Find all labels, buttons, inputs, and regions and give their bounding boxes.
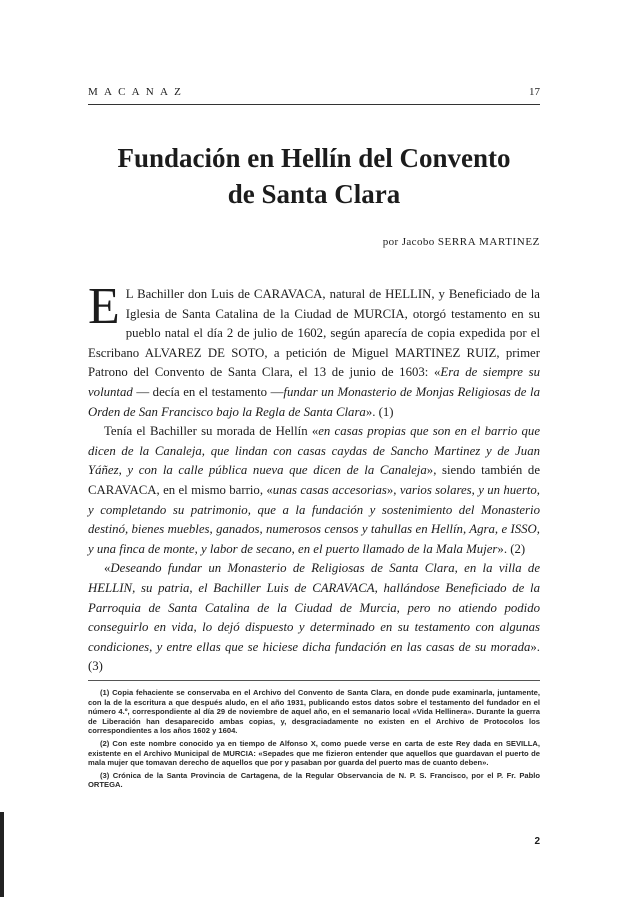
author-name: SERRA MARTINEZ bbox=[437, 236, 540, 248]
p1-quote: Era de siempre su voluntad bbox=[88, 365, 540, 399]
footnote-3: (3) Crónica de la Santa Provincia de Cartagena, de la Regular Observancia de N. P. S. Francisco, por el P. Fr. Pablo ORTEGA. bbox=[88, 770, 540, 790]
running-title: MACANAZ bbox=[88, 86, 188, 98]
paragraph-2 bbox=[88, 422, 540, 559]
signature-number: 2 bbox=[534, 836, 540, 847]
article-body bbox=[88, 278, 541, 677]
footnote-1: (1) Copia fehaciente se conservaba en el Archivo del Convento de Santa Clara, en donde pude examinarla, juntamente, con la de la escritura a que después aludo, en el año 1931, publicando estos datos sobre el testamento del fundador en el número 4.º, correspondiente al día 29 de noviembre de aquel año, en el semanario local «Vida Hellinera». Durante la guerra de Liberación han desaparecido ambas copias, y, desgraciadamente no existen en el Archivo de Protocolos los correspondientes a los años 1602 y 1604. bbox=[88, 688, 540, 736]
article-title bbox=[88, 140, 540, 212]
p2-note-ref: ». (2) bbox=[497, 541, 526, 556]
paragraph-1 bbox=[88, 278, 540, 422]
p2-text-3: », bbox=[386, 482, 400, 497]
page-header bbox=[88, 86, 540, 106]
byline-prefix: por Jacobo bbox=[382, 236, 435, 248]
p3-note-ref: ». (3) bbox=[88, 639, 540, 674]
footnote-2: (2) Con este nombre conocido ya en tiempo de Alfonso X, como puede verse en carta de este Rey dada en SEVILLA, existente en el Archivo Municipal de MURCIA: «Sepades que me fizieron entender que aquellos que guardavan el puerto de mala mujer que tomavan derecho de aquellos que por y pasaban por guarda del puerto mas de cuanto deben». bbox=[88, 738, 540, 768]
p3-quote: Deseando fundar un Monasterio de Religiosas de Santa Clara, en la villa de HELLIN, su patria, el Bachiller Luis de CARAVACA, hallándose Beneficiado de la Parroquia de Santa Catalina de la Ciudad de Murcia, pero no atiendo podido conseguirlo en vida, lo dejó dispuesto y determinado en su testamento con algunas condiciones, y entre ellas que se hiciese dicha fundación en las casas de su morada bbox=[88, 561, 540, 654]
p1-text: L Bachiller don Luis de CARAVACA, natural de HELLIN, y Beneficiado de la Iglesia de Santa Catalina de la Ciudad de MURCIA, otorgó testamento en su pueblo natal el día 2 de julio de 1602, según aparecía de copia expedida por el Escribano ALVAREZ DE SOTO, a petición de Miguel MARTINEZ RUIZ, primer Patrono del Convento de Santa Clara, el 13 de junio de 1603: « bbox=[88, 287, 540, 380]
header-rule bbox=[88, 104, 540, 105]
p2-text: Tenía el Bachiller su morada de Hellín « bbox=[104, 424, 319, 439]
p2-quote-3: varios solares, y un huerto, y completando su patrimonio, que a la fundación y sostenimiento del Monasterio destinó, bienes muebles, ganados, numerosos censos y tahullas en Hellín, Agra, e ISSO, y una finca de monte, y labor de secano, en el puerto llamado de la Mala Mujer bbox=[88, 482, 540, 556]
paragraph-3 bbox=[88, 559, 540, 677]
page-number: 17 bbox=[529, 86, 540, 98]
p3-open-quote: « bbox=[104, 561, 111, 576]
p1-text-2: — decía en el testamento — bbox=[132, 384, 284, 399]
footnotes-rule bbox=[88, 680, 540, 681]
p1-note-ref: ». (1) bbox=[365, 404, 394, 419]
p2-text-2: », siendo también de CARAVACA, en el mismo barrio, « bbox=[88, 463, 541, 497]
title-line-2: de Santa Clara bbox=[227, 179, 401, 209]
byline bbox=[220, 236, 540, 248]
footnotes bbox=[88, 688, 540, 793]
p2-quote: en casas propias que son en el barrio que dicen de la Canaleja, que lindan con casas caydas de Sancho Martinez y de Juan Yáñez, y con la calle pública nueva que dicen de la Canaleja bbox=[88, 424, 541, 478]
scan-edge-mark bbox=[0, 812, 4, 897]
p1-quote-2: fundar un Monasterio de Monjas Religiosas de la Orden de San Francisco bajo la Regla de Santa Clara bbox=[88, 384, 540, 419]
title-line-1: Fundación en Hellín del Convento bbox=[117, 143, 511, 173]
p2-quote-2: unas casas accesorias bbox=[272, 482, 387, 497]
drop-cap: E bbox=[88, 278, 120, 335]
